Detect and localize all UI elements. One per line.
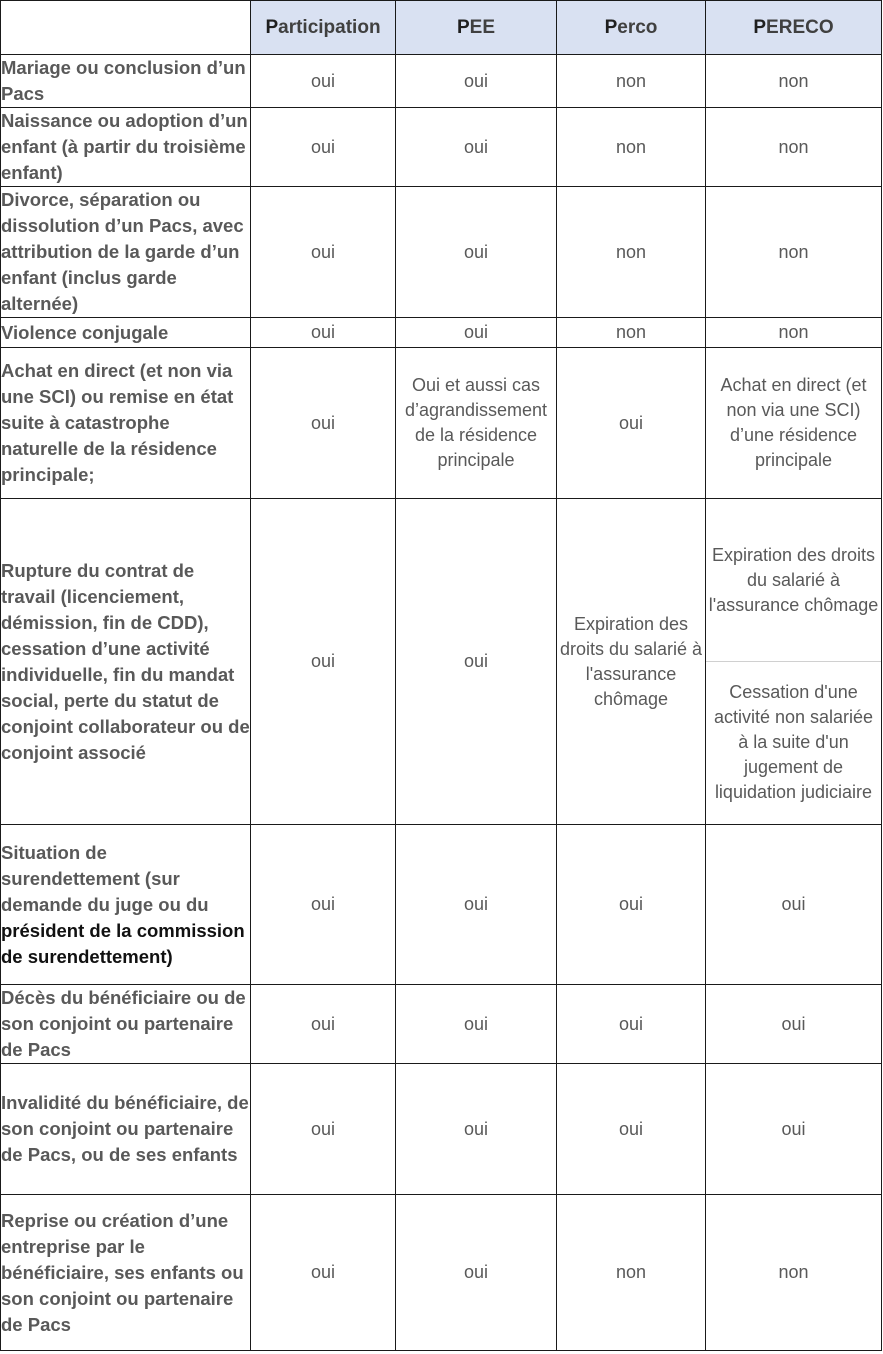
cell-pee: oui xyxy=(396,318,557,348)
header-pee xyxy=(396,1,557,55)
cell-pereco xyxy=(706,499,882,825)
row-label: Décès du bénéficiaire ou de son conjoint ou partenaire de Pacs xyxy=(1,985,251,1064)
cell-participation: oui xyxy=(251,187,396,318)
cell-pee: Oui et aussi cas d’agrandissement de la résidence principale xyxy=(396,348,557,499)
header-perco xyxy=(557,1,706,55)
cell-perco: non xyxy=(557,108,706,187)
cell-pereco: non xyxy=(706,1195,882,1351)
cell-perco: non xyxy=(557,55,706,108)
cell-pee: oui xyxy=(396,1064,557,1195)
cell-perco: oui xyxy=(557,1064,706,1195)
row-label-grey: Situation de surendettement (sur demande du juge ou du xyxy=(1,841,209,915)
header-pereco-rest: ERECO xyxy=(766,16,834,38)
row-label-tail: ) xyxy=(166,945,173,967)
cell-pereco: oui xyxy=(706,825,882,985)
cell-pee: oui xyxy=(396,985,557,1064)
cell-perco: oui xyxy=(557,985,706,1064)
header-pee-rest: EE xyxy=(469,16,496,38)
cell-pee: oui xyxy=(396,55,557,108)
row-label-emphasis: président de la commission de surendettement xyxy=(1,919,245,967)
cell-participation: oui xyxy=(251,348,396,499)
pereco-subcell-bottom: Cessation d'une activité non salariée à la suite d'un jugement de liquidation judiciaire xyxy=(713,682,874,803)
cell-pereco: oui xyxy=(706,1064,882,1195)
header-pereco-initial: P xyxy=(753,16,767,38)
table-row xyxy=(1,1064,882,1195)
header-participation-rest: articipation xyxy=(278,16,381,38)
cell-perco: oui xyxy=(557,825,706,985)
pereco-split xyxy=(706,500,881,824)
cell-participation: oui xyxy=(251,108,396,187)
cell-pee: oui xyxy=(396,108,557,187)
cell-pereco: non xyxy=(706,108,882,187)
table-row xyxy=(1,55,882,108)
cell-pee: oui xyxy=(396,187,557,318)
table-row xyxy=(1,187,882,318)
row-label: Divorce, séparation ou dissolution d’un Pacs, avec attribution de la garde d’un enfant (inclus garde alternée) xyxy=(1,187,251,318)
header-perco-initial: P xyxy=(604,16,618,38)
header-pee-initial: P xyxy=(456,16,470,38)
cell-pereco: Achat en direct (et non via une SCI) d’une résidence principale xyxy=(706,348,882,499)
header-corner-cell xyxy=(1,1,251,55)
cell-participation: oui xyxy=(251,318,396,348)
cell-pereco: non xyxy=(706,318,882,348)
cell-perco: Expiration des droits du salarié à l'assurance chômage xyxy=(557,499,706,825)
cell-participation: oui xyxy=(251,985,396,1064)
cell-participation: oui xyxy=(251,1195,396,1351)
table-row xyxy=(1,348,882,499)
table-row xyxy=(1,1195,882,1351)
cell-participation: oui xyxy=(251,1064,396,1195)
table-row xyxy=(1,499,882,825)
cell-pee: oui xyxy=(396,499,557,825)
cell-perco: non xyxy=(557,187,706,318)
cell-pee: oui xyxy=(396,825,557,985)
cell-pereco: non xyxy=(706,55,882,108)
row-label: Naissance ou adoption d’un enfant (à partir du troisième enfant) xyxy=(1,108,251,187)
row-label xyxy=(1,825,251,985)
cell-perco: non xyxy=(557,318,706,348)
cell-pee: oui xyxy=(396,1195,557,1351)
pereco-subcell-top: Expiration des droits du salarié à l'assurance chômage xyxy=(706,500,881,663)
header-pereco xyxy=(706,1,882,55)
cell-pereco: non xyxy=(706,187,882,318)
row-label: Reprise ou création d’une entreprise par le bénéficiaire, ses enfants ou son conjoint ou partenaire de Pacs xyxy=(1,1195,251,1351)
table-row xyxy=(1,825,882,985)
header-row xyxy=(1,1,882,55)
cell-perco: non xyxy=(557,1195,706,1351)
table-row xyxy=(1,985,882,1064)
row-label: Achat en direct (et non via une SCI) ou remise en état suite à catastrophe naturelle de la résidence principale; xyxy=(1,348,251,499)
header-perco-rest: erco xyxy=(617,16,658,38)
cell-participation: oui xyxy=(251,499,396,825)
cell-participation: oui xyxy=(251,825,396,985)
row-label: Mariage ou conclusion d’un Pacs xyxy=(1,55,251,108)
header-participation xyxy=(251,1,396,55)
cell-perco: oui xyxy=(557,348,706,499)
cell-pereco: oui xyxy=(706,985,882,1064)
table-row xyxy=(1,318,882,348)
row-label: Violence conjugale xyxy=(1,318,251,348)
cell-participation: oui xyxy=(251,55,396,108)
row-label: Rupture du contrat de travail (licenciement, démission, fin de CDD), cessation d’une activité individuelle, fin du mandat social, perte du statut de conjoint collaborateur ou de conjoint associé xyxy=(1,499,251,825)
header-participation-initial: P xyxy=(265,16,279,38)
row-label: Invalidité du bénéficiaire, de son conjoint ou partenaire de Pacs, ou de ses enfants xyxy=(1,1064,251,1195)
table-row xyxy=(1,108,882,187)
